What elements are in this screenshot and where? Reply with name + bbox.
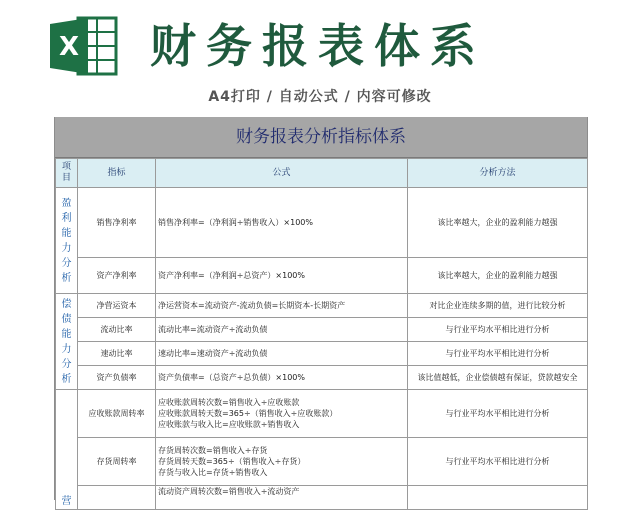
page-title: 财务报表体系 [150, 19, 486, 73]
method-cell: 与行业平均水平相比进行分析 [408, 438, 588, 486]
formula-line: 应收账款周转天数=365÷（销售收入÷应收账款） [158, 409, 338, 418]
formula-line: 销售净利率=（净利润÷销售收入）×100% [158, 218, 313, 227]
method-cell: 该比率越大，企业的盈利能力越强 [408, 188, 588, 258]
formula-cell [156, 258, 408, 294]
formula-cell [156, 366, 408, 390]
table-row [56, 342, 588, 366]
category-char: 偿 [61, 298, 72, 310]
formula-cell [156, 486, 408, 510]
method-cell: 该比值越低，企业偿债越有保证，贷款越安全 [408, 366, 588, 390]
category-char: 盈 [61, 197, 72, 209]
category-operations [56, 390, 78, 510]
formula-line: 应收账款周转次数=销售收入÷应收账款 [158, 398, 300, 407]
table-row [56, 318, 588, 342]
formula-line: 资产净利率=（净利润÷总资产）×100% [158, 271, 305, 280]
excel-icon-letter: X [58, 32, 80, 62]
category-char: 利 [61, 212, 72, 224]
indicator-name: 资产负债率 [78, 366, 156, 390]
page-subtitle: A4打印 / 自动公式 / 内容可修改 [208, 89, 432, 105]
method-cell: 与行业平均水平相比进行分析 [408, 390, 588, 438]
table-row [56, 188, 588, 258]
category-char: 营 [61, 496, 72, 507]
formula-line: 存货周转次数=销售收入÷存货 [158, 446, 268, 455]
sheet-title: 财务报表分析指标体系 [55, 117, 587, 158]
formula-cell [156, 438, 408, 486]
category-char: 力 [61, 343, 72, 355]
category-solvency [56, 294, 78, 390]
formula-cell [156, 188, 408, 258]
formula-cell [156, 294, 408, 318]
indicator-name: 应收账款周转率 [78, 390, 156, 438]
category-char: 债 [61, 313, 72, 325]
table-row [56, 486, 588, 510]
category-char: 能 [61, 227, 72, 239]
indicator-name: 净营运资本 [78, 294, 156, 318]
indicator-name: 速动比率 [78, 342, 156, 366]
indicator-name: 销售净利率 [78, 188, 156, 258]
formula-line: 净运营资本=流动资产-流动负债=长期资本-长期资产 [158, 301, 346, 310]
indicator-name [78, 486, 156, 510]
table-header-row [56, 159, 588, 188]
indicator-name: 存货周转率 [78, 438, 156, 486]
formula-cell [156, 318, 408, 342]
formula-line: 存货与收入比=存货÷销售收入 [158, 468, 268, 477]
method-cell: 与行业平均水平相比进行分析 [408, 342, 588, 366]
formula-line: 流动比率=流动资产÷流动负债 [158, 325, 268, 334]
column-header-formula: 公式 [156, 159, 408, 188]
formula-line: 速动比率=速动资产÷流动负债 [158, 349, 268, 358]
category-char: 分 [61, 358, 72, 370]
category-profitability [56, 188, 78, 294]
excel-icon [48, 14, 120, 78]
table-row [56, 390, 588, 438]
table-row [56, 366, 588, 390]
column-header-indicator: 指标 [78, 159, 156, 188]
method-cell [408, 486, 588, 510]
indicator-name: 流动比率 [78, 318, 156, 342]
formula-line: 应收账款与收入比=应收账款÷销售收入 [158, 420, 300, 429]
page-header [0, 0, 640, 110]
method-cell: 对比企业连续多期的值，进行比较分析 [408, 294, 588, 318]
category-char: 能 [61, 328, 72, 340]
formula-cell [156, 342, 408, 366]
category-char: 析 [61, 373, 72, 385]
category-char: 析 [61, 272, 72, 284]
method-cell: 与行业平均水平相比进行分析 [408, 318, 588, 342]
table-row [56, 258, 588, 294]
formula-line: 资产负债率=（总资产÷总负债）×100% [158, 373, 305, 382]
method-cell: 该比率越大，企业的盈利能力越强 [408, 258, 588, 294]
table-row [56, 438, 588, 486]
formula-cell [156, 390, 408, 438]
category-char: 分 [61, 257, 72, 269]
column-header-method: 分析方法 [408, 159, 588, 188]
indicator-table [55, 158, 588, 510]
category-char: 力 [61, 242, 72, 254]
table-row [56, 294, 588, 318]
column-header-category: 项目 [56, 159, 78, 188]
formula-line: 流动资产周转次数=销售收入÷流动资产 [158, 487, 300, 496]
formula-line: 存货周转天数=365÷（销售收入÷存货） [158, 457, 306, 466]
indicator-name: 资产净利率 [78, 258, 156, 294]
spreadsheet [54, 117, 588, 507]
